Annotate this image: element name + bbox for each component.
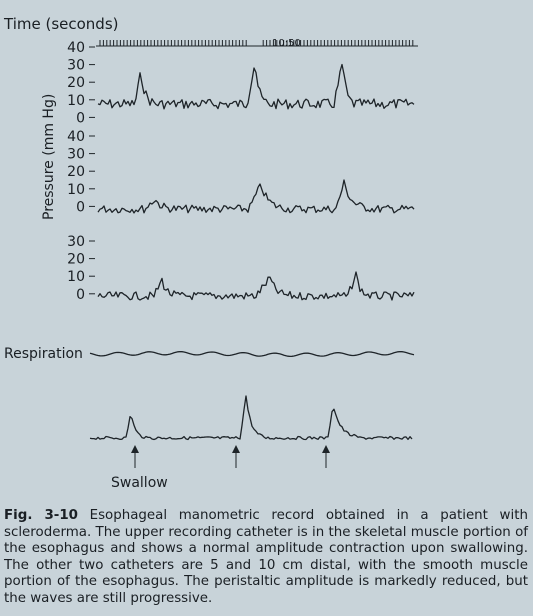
tick-label: 0 [76, 110, 85, 127]
figure-caption [4, 508, 528, 608]
channel-1-tick-labels [67, 40, 95, 126]
tick-label: 30 [67, 57, 85, 74]
tick-label: 40 [67, 40, 85, 56]
swallow-trace [90, 396, 412, 440]
tick-label: 30 [67, 146, 85, 163]
figure-caption-text: Esophageal manometric record obtained in a patient with scleroderma. The upper recording catheter is in the skeletal muscle portion of the esophagus and shows a normal amplitude contraction upon swallowing. The other two catheters are 5 and 10 cm distal, with the smooth muscle portion of the esophagus. The peristaltic amplitude is markedly reduced, but the waves are still progressive. [4, 508, 528, 606]
tick-label: 40 [67, 129, 85, 145]
tick-label: 10 [67, 181, 85, 198]
tick-label: 20 [67, 75, 85, 92]
channel-2-tick-labels [67, 129, 95, 215]
lower-channel-trace [98, 272, 414, 300]
tick-label: 10 [67, 269, 85, 286]
channel-3-tick-labels [67, 234, 95, 303]
tick-label: 20 [67, 164, 85, 181]
time-axis-label: Time (seconds) [4, 15, 119, 33]
swallow-label: Swallow [111, 475, 168, 491]
swallow-arrow-1 [131, 445, 139, 468]
time-marker-label: 10:50 [272, 38, 301, 49]
tick-label: 0 [76, 199, 85, 216]
tick-label: 30 [67, 234, 85, 250]
respiration-trace [90, 352, 414, 357]
respiration-label: Respiration [4, 346, 83, 362]
tick-label: 0 [76, 286, 85, 303]
tick-label: 20 [67, 251, 85, 268]
figure-number: Fig. 3-10 [4, 508, 78, 523]
upper-channel-trace [98, 65, 414, 109]
pressure-axis-label: Pressure (mm Hg) [41, 93, 57, 220]
tick-label: 10 [67, 92, 85, 109]
swallow-arrow-2 [232, 445, 240, 468]
time-scale-bar [96, 38, 418, 49]
middle-channel-trace [98, 180, 414, 213]
swallow-arrow-3 [322, 445, 330, 468]
